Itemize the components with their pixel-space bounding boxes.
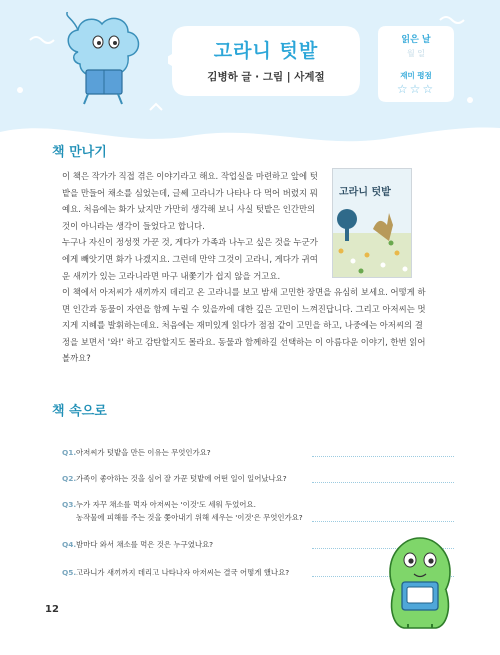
question-text	[76, 566, 326, 579]
question-number: Q2.	[62, 474, 77, 483]
question-text	[76, 472, 326, 485]
title-bubble	[168, 22, 364, 100]
page-number: 12	[45, 604, 59, 615]
question-line: 고라니가 새끼까지 데리고 나타나자 아저씨는 결국 어떻게 했나요?	[76, 568, 290, 577]
question-line: 누가 자꾸 채소를 먹자 아저씨는 '이것'도 세워 두었어요.	[76, 500, 256, 509]
text-line: 정을 보면서 '와!' 하고 감탄할지도 몰라요. 동물과 함께하길 선택하는 이 아름다운 이야기, 한번 읽어	[62, 336, 426, 347]
question-number: Q3.	[62, 500, 77, 509]
text-line: 면 인간과 동물이 자연을 함께 누릴 수 있을까에 대한 깊은 고민이 느껴진답니다. 그리고 아저씨는 멋	[62, 303, 426, 314]
section-heading-meet-book	[52, 141, 107, 160]
read-date-label: 읽은 날	[401, 35, 431, 45]
answer-line[interactable]	[312, 456, 454, 457]
question-number: Q5.	[62, 568, 77, 577]
question-line: 농작물에 피해를 주는 것을 쫓아내기 위해 세우는 '이것'은 무엇인가요?	[76, 513, 303, 522]
reading-log-box	[376, 24, 456, 110]
text-line: 누구나 자신이 정성껏 가꾼 것, 게다가 가족과 나누고 싶은 것을 누군가	[62, 237, 318, 248]
question-text	[76, 498, 316, 524]
text-line: 이 책에서 아저씨가 새끼까지 데리고 온 고라니를 보고 밤새 고민한 장면을 유심히 보세요. 어떻게 하	[62, 287, 426, 297]
rating-stars-icon[interactable]: ☆☆☆	[396, 82, 436, 96]
intro-paragraph-2	[62, 284, 454, 367]
question-line: 밤마다 와서 채소를 먹은 것은 누구였나요?	[76, 540, 214, 549]
answer-line[interactable]	[312, 482, 454, 483]
question-text	[76, 446, 326, 459]
section-heading-text: 책 속으로	[52, 404, 107, 419]
reading-mascot-icon	[58, 12, 148, 107]
green-monster-mascot-icon	[380, 530, 460, 632]
book-title: 고라니 텃밭	[213, 40, 319, 62]
question-number: Q1.	[62, 448, 77, 457]
text-line: 이 책은 작가가 직접 겪은 이야기라고 해요. 작업실을 마련하고 앞에 텃	[62, 171, 318, 181]
text-line: 운 새끼가 있는 고라니라면 마구 내쫓기가 쉽지 않을 거고요.	[62, 270, 281, 281]
question-line: 가족이 좋아하는 것을 심어 잘 가꾼 텃밭에 어떤 일이 일어났나요?	[76, 474, 287, 483]
text-line: 볼까요?	[62, 353, 91, 364]
answer-line[interactable]	[312, 521, 454, 522]
rating-label: 재미 평점	[400, 71, 432, 80]
question-text	[76, 538, 326, 551]
question-number: Q4.	[62, 540, 77, 549]
intro-paragraph-1	[62, 168, 327, 284]
text-line: 예요. 처음에는 화가 났지만 가만히 생각해 보니 사실 텃밭은 인간만의	[62, 204, 316, 215]
cover-title: 고라니 텃밭	[339, 187, 391, 198]
book-author-publisher: 김병하 글 · 그림 | 사계절	[207, 71, 325, 83]
text-line: 지게 지혜를 발휘하는데요. 처음에는 재미있게 읽다가 점점 같이 고민을 하고, 나중에는 아저씨의 결	[62, 320, 423, 331]
question-line: 아저씨가 텃밭을 만든 이유는 무엇인가요?	[76, 448, 211, 457]
text-line: 에게 빼앗기면 화가 나겠지요. 그런데 만약 그것이 고라니, 게다가 귀여	[62, 253, 318, 264]
read-date-field[interactable]: 월 일	[407, 49, 425, 58]
book-cover-image	[332, 168, 412, 278]
text-line: 것이 아니라는 생각이 들었다고 합니다.	[62, 220, 205, 231]
text-line: 밭을 만들어 채소를 심었는데, 글쎄 고라니가 나타나 다 먹어 버렸지 뭐	[62, 187, 318, 198]
section-heading-text: 책 만나기	[52, 145, 107, 160]
section-heading-into-book	[52, 400, 107, 419]
